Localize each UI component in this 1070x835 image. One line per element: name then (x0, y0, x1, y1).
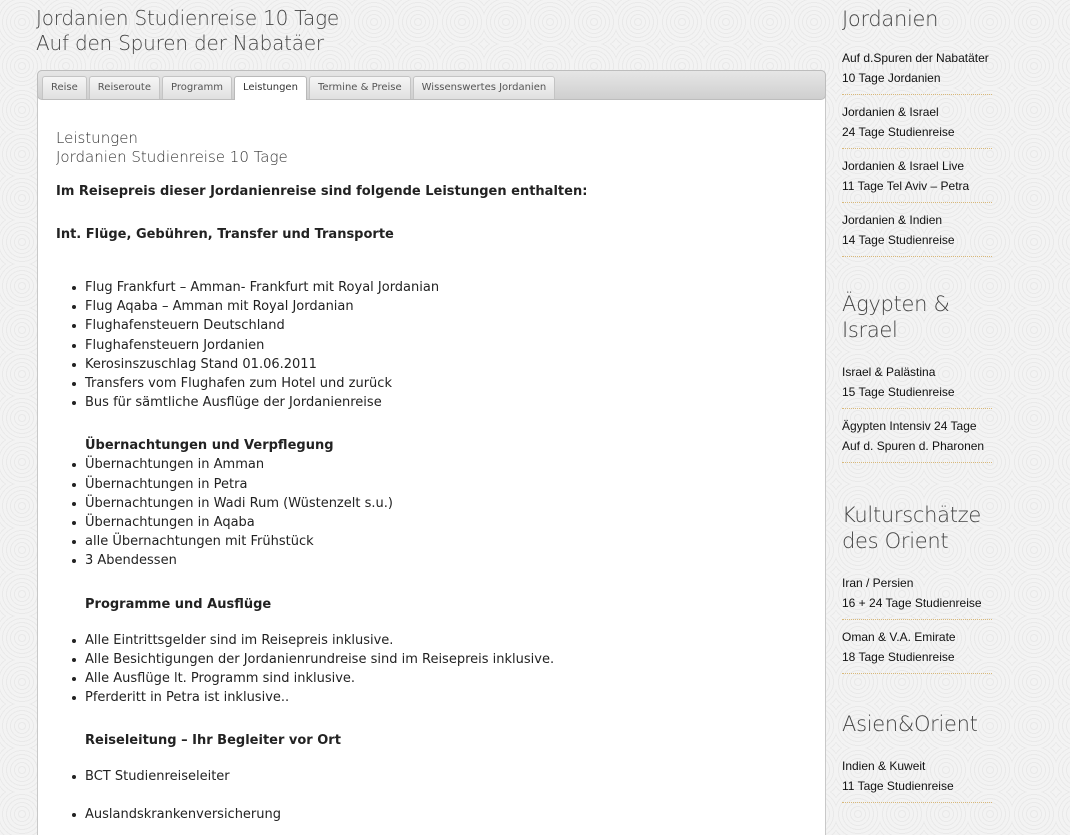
list-item: Alle Besichtigungen der Jordanienrundreise sind im Reisepreis inklusive. (85, 650, 806, 669)
list-programme (56, 631, 806, 708)
list-versicherung (56, 805, 806, 824)
sidebar-link[interactable] (842, 757, 992, 803)
sidebar-heading-line: Ägypten & (842, 292, 950, 316)
list-item: Flughafensteuern Jordanien (85, 336, 806, 355)
list-item: Übernachtungen in Aqaba (85, 513, 806, 532)
sidebar-link[interactable] (842, 157, 992, 203)
list-item: Alle Ausflüge lt. Programm sind inklusive. (85, 669, 806, 688)
list-uebernachtungen (56, 455, 806, 570)
sidebar-heading-line: des Orient (842, 529, 949, 553)
content-title-line-1: Leistungen (56, 129, 138, 147)
list-item: alle Übernachtungen mit Frühstück (85, 532, 806, 551)
content-title-line-2: Jordanien Studienreise 10 Tage (56, 148, 288, 166)
list-item: BCT Studienreiseleiter (85, 767, 806, 786)
page-title (36, 6, 339, 56)
tab-reiseroute[interactable]: Reiseroute (89, 76, 160, 99)
sidebar-heading (842, 291, 992, 343)
sidebar-heading-line: Jordanien (842, 7, 939, 31)
sidebar-link-subtitle: 15 Tage Studienreise (842, 384, 955, 399)
sidebar-block-asien-orient (842, 711, 992, 811)
section-heading-programme: Programme und Ausflüge (85, 596, 272, 612)
list-item: Übernachtungen in Petra (85, 475, 806, 494)
sidebar-link[interactable] (842, 103, 992, 149)
list-fluege (56, 278, 806, 412)
intro-text: Im Reisepreis dieser Jordanienreise sind folgende Leistungen enthalten: (56, 184, 588, 199)
sidebar-block-jordanien (842, 6, 992, 265)
sidebar-block-aegypten (842, 291, 992, 471)
list-item: 3 Abendessen (85, 551, 806, 570)
list-item: Transfers vom Flughafen zum Hotel und zurück (85, 374, 806, 393)
sidebar-link[interactable] (842, 417, 992, 463)
page-title-line-1: Jordanien Studienreise 10 Tage (36, 6, 339, 30)
section-heading-reiseleitung: Reiseleitung – Ihr Begleiter vor Ort (85, 733, 341, 749)
list-item: Bus für sämtliche Ausflüge der Jordanienreise (85, 393, 806, 412)
sidebar-link-subtitle: 24 Tage Studienreise (842, 124, 955, 139)
sidebar-link-subtitle: 11 Tage Tel Aviv – Petra (842, 178, 970, 193)
sidebar-link-title: Iran / Persien (842, 576, 914, 590)
sidebar-link-subtitle: 14 Tage Studienreise (842, 232, 955, 247)
sidebar-link-subtitle: 11 Tage Studienreise (842, 778, 954, 793)
sidebar-link-subtitle: 10 Tage Jordanien (842, 70, 941, 85)
tab-content (56, 129, 806, 824)
tab-programm[interactable]: Programm (162, 76, 232, 99)
list-item: Kerosinszuschlag Stand 01.06.2011 (85, 355, 806, 374)
list-item: Flug Aqaba – Amman mit Royal Jordanian (85, 297, 806, 316)
sidebar-block-kulturschaetze (842, 502, 992, 682)
sidebar-link-title: Indien & Kuweit (842, 759, 926, 773)
sidebar-heading-line: Kulturschätze (842, 503, 981, 527)
tab-leistungen[interactable]: Leistungen (234, 76, 307, 100)
sidebar-heading (842, 711, 992, 737)
section-heading-uebernachtungen: Übernachtungen und Verpflegung (85, 438, 334, 454)
list-item: Übernachtungen in Amman (85, 455, 806, 474)
list-item: Flug Frankfurt – Amman- Frankfurt mit Royal Jordanian (85, 278, 806, 297)
sidebar-link-title: Jordanien & Israel Live (842, 159, 965, 173)
sidebar-link-title: Ägypten Intensiv 24 Tage (842, 419, 977, 433)
sidebar-link-title: Jordanien & Israel (842, 105, 939, 119)
tab-bar (37, 70, 826, 100)
list-item: Flughafensteuern Deutschland (85, 316, 806, 335)
sidebar-link[interactable] (842, 49, 992, 95)
tab-termine-preise[interactable]: Termine & Preise (309, 76, 411, 99)
tab-wissenswertes[interactable]: Wissenswertes Jordanien (413, 76, 556, 99)
sidebar-link[interactable] (842, 574, 992, 620)
list-item: Pferderitt in Petra ist inklusive.. (85, 688, 806, 707)
sidebar-link-subtitle: 16 + 24 Tage Studienreise (842, 595, 982, 610)
list-item: Alle Eintrittsgelder sind im Reisepreis inklusive. (85, 631, 806, 650)
sidebar-link[interactable] (842, 628, 992, 674)
sidebar-heading-line: Asien&Orient (842, 712, 978, 736)
tab-reise[interactable]: Reise (42, 76, 87, 99)
sidebar-heading (842, 502, 992, 554)
page-title-line-2: Auf den Spuren der Nabatäer (36, 31, 324, 55)
sidebar-link-title: Jordanien & Indien (842, 213, 943, 227)
list-item: Auslandskrankenversicherung (85, 805, 806, 824)
tabs-panel (37, 70, 826, 835)
sidebar-link-title: Israel & Palästina (842, 365, 936, 379)
sidebar-link-subtitle: 18 Tage Studienreise (842, 649, 955, 664)
list-item: Übernachtungen in Wadi Rum (Wüstenzelt s.u.) (85, 494, 806, 513)
sidebar-link[interactable] (842, 211, 992, 257)
tab-list (42, 76, 555, 100)
sidebar-link-title: Oman & V.A. Emirate (842, 630, 956, 644)
sidebar-heading-line: Israel (842, 318, 898, 342)
list-reiseleitung (56, 767, 806, 786)
content-title (56, 129, 806, 167)
section-heading-fluege: Int. Flüge, Gebühren, Transfer und Transporte (56, 227, 394, 242)
sidebar-link[interactable] (842, 363, 992, 409)
sidebar-link-subtitle: Auf d. Spuren d. Pharonen (842, 438, 985, 453)
sidebar-link-title: Auf d.Spuren der Nabatäter (842, 51, 989, 65)
sidebar-heading (842, 6, 992, 32)
